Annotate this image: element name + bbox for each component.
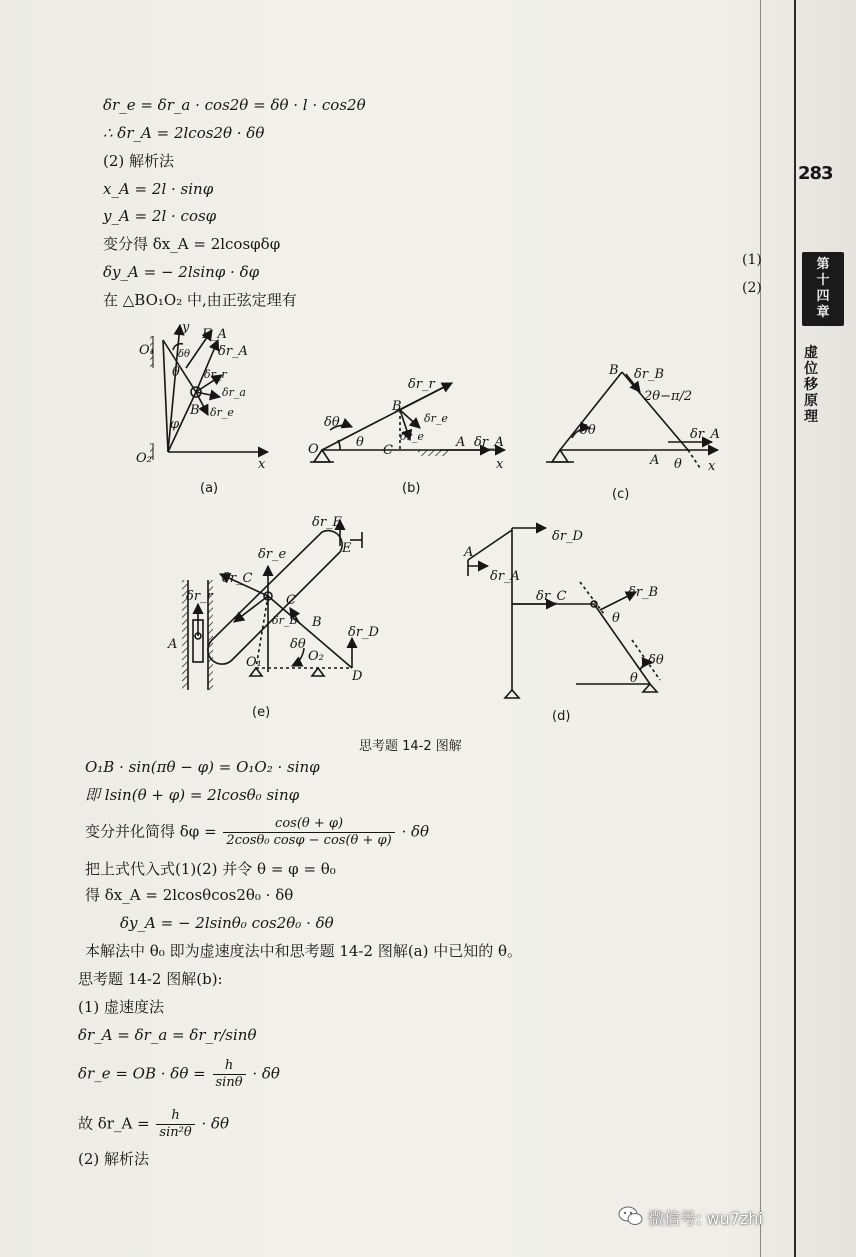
eq-line-sine-law: O₁B · sin(πθ − φ) = O₁O₂ · sinφ: [85, 758, 320, 776]
label-d-drD: δr_D: [552, 529, 583, 544]
eq-line-xA: x_A = 2l · sinφ: [103, 180, 214, 198]
page-number: 283: [798, 163, 833, 184]
label-c-B: B: [609, 363, 619, 378]
eq-line-dre: [78, 1058, 280, 1091]
eq-dre-fraction: [213, 1058, 246, 1091]
eq-therefore-suffix: · δθ: [201, 1114, 230, 1133]
eq-therefore-fraction: [156, 1108, 194, 1141]
label-b-C: C: [383, 443, 393, 458]
label-e-drr-left: δr_r: [186, 589, 213, 604]
label-e-drE: δr_E: [312, 515, 343, 530]
watermark-text: 微信号: wu7zhi: [648, 1209, 763, 1228]
eq-line-variation-y: δy_A = − 2lsinφ · δφ: [103, 263, 260, 281]
label-e-D: D: [352, 669, 363, 684]
eq-line-therefore: [78, 1108, 229, 1141]
eq-delta-phi-denominator: 2cosθ₀ cosφ − cos(θ + φ): [226, 833, 392, 848]
eq-delta-phi-numerator: cos(θ + φ): [223, 816, 394, 833]
label-c-A: A: [650, 453, 660, 468]
label-a-drA: δr_A: [218, 344, 248, 359]
label-c-theta: θ: [674, 457, 682, 472]
eq-therefore-numerator: h: [156, 1108, 194, 1125]
eq-delta-phi-prefix: 变分并化简得 δφ =: [85, 822, 217, 841]
label-d-dtheta: δθ: [648, 653, 664, 668]
label-b-drr: δr_r: [408, 377, 435, 392]
label-e-drC: δr_C: [222, 571, 253, 586]
chapter-tab: [802, 252, 844, 326]
label-b-dtheta: δθ: [324, 415, 340, 430]
label-a-y: y: [182, 320, 190, 335]
panel-label-d: (d): [552, 709, 571, 724]
label-a-O2: O₂: [136, 451, 152, 466]
side-chapter-title: 虚位移原理: [804, 345, 818, 425]
section-heading-virtual-velocity: (1) 虚速度法: [78, 998, 165, 1016]
label-b-x: x: [496, 457, 504, 472]
label-d-A: A: [464, 545, 474, 560]
eq-line-1: δr_e = δr_a · cos2θ = δθ · l · cos2θ: [103, 96, 366, 114]
label-a-theta: θ: [172, 365, 180, 380]
eq-dre-prefix: δr_e = OB · δθ =: [78, 1064, 206, 1083]
eq-therefore-denominator: sin²θ: [159, 1125, 192, 1140]
label-e-B: B: [312, 615, 322, 630]
equation-number-2: (2): [742, 280, 762, 296]
label-a-dra: δr_a: [222, 386, 246, 399]
chapter-tab-text: 第十四章: [816, 257, 830, 320]
label-e-dre: δr_e: [258, 547, 287, 562]
label-a-x: x: [258, 457, 266, 472]
eq-line-result-x: 得 δx_A = 2lcosθcos2θ₀ · δθ: [85, 886, 294, 904]
label-e-dtheta: δθ: [290, 637, 306, 652]
label-b-A: A: [456, 435, 466, 450]
label-b-dre-lower: δr_e: [400, 430, 424, 443]
text-note-theta0: 本解法中 θ₀ 即为虚速度法中和思考题 14-2 图解(a) 中已知的 θ。: [85, 942, 523, 960]
panel-a-diagram: [150, 325, 268, 460]
panel-label-b: (b): [402, 481, 421, 496]
eq-dre-suffix: · δθ: [252, 1064, 280, 1083]
label-e-C: C: [286, 593, 296, 608]
equation-number-1: (1): [742, 252, 762, 268]
eq-therefore-prefix: 故 δr_A =: [78, 1114, 150, 1133]
label-b-theta: θ: [356, 435, 364, 450]
label-e-drD: δr_D: [348, 625, 379, 640]
label-a-dtheta: δθ: [178, 349, 191, 360]
label-c-drA: δr_A: [690, 427, 720, 442]
label-a-FA: F_A: [202, 327, 227, 342]
eq-line-yA: y_A = 2l · cosφ: [103, 207, 217, 225]
wechat-icon: [618, 1205, 644, 1227]
text-sine-law: 在 △BO₁O₂ 中,由正弦定理有: [103, 291, 297, 309]
panel-label-e: (e): [252, 705, 271, 720]
label-c-drB: δr_B: [634, 367, 665, 382]
panel-label-a: (a): [200, 481, 219, 496]
label-a-phi: φ: [170, 417, 180, 432]
panel-label-c: (c): [612, 487, 630, 502]
label-e-O2: O₂: [308, 649, 324, 664]
eq-delta-phi-fraction: [223, 816, 394, 849]
label-d-theta-upper: θ: [612, 611, 620, 626]
eq-line-delta-phi: [85, 816, 429, 849]
label-a-B: B: [190, 403, 200, 418]
label-d-theta-lower: θ: [630, 671, 638, 686]
eq-line-2: ∴ δr_A = 2lcos2θ · δθ: [103, 124, 265, 142]
label-a-drr: δr_r: [204, 368, 227, 381]
label-b-drA: δr_A: [474, 435, 504, 450]
label-c-dtheta: δθ: [580, 423, 596, 438]
eq-delta-phi-suffix: · δθ: [401, 822, 430, 841]
text-substitute: 把上式代入式(1)(2) 并令 θ = φ = θ₀: [85, 860, 336, 878]
label-e-E: E: [342, 541, 352, 556]
label-b-dre-upper: δr_e: [424, 412, 448, 425]
label-e-O1: O₁: [246, 655, 262, 670]
eq-line-drA: δr_A = δr_a = δr_r/sinθ: [78, 1026, 257, 1044]
label-d-drA: δr_A: [490, 569, 520, 584]
eq-line-variation-x: 变分得 δx_A = 2lcosφδφ: [103, 235, 281, 253]
label-b-B: B: [392, 399, 402, 414]
label-e-A: A: [168, 637, 178, 652]
figure-caption: 思考题 14-2 图解: [359, 739, 462, 754]
eq-line-ji: 即 lsin(θ + φ) = 2lcosθ₀ sinφ: [85, 786, 300, 804]
eq-line-result-y: δy_A = − 2lsinθ₀ cos2θ₀ · δθ: [120, 914, 334, 932]
panel-c-diagram: [546, 372, 718, 468]
panel-e-diagram: [182, 520, 362, 690]
eq-dre-denominator: sinθ: [215, 1075, 243, 1090]
section-heading-analytic-2: (2) 解析法: [78, 1150, 150, 1168]
label-c-x: x: [708, 459, 716, 474]
section-heading-figure-b: 思考题 14-2 图解(b):: [78, 970, 223, 988]
label-c-angle: 2θ−π/2: [644, 389, 693, 404]
label-a-dre: δr_e: [210, 406, 234, 419]
label-a-O1: O₁: [139, 343, 155, 358]
label-e-drB: δr_B: [272, 614, 298, 627]
label-d-drC: δr_C: [536, 589, 567, 604]
label-d-drB: δr_B: [628, 585, 659, 600]
eq-dre-numerator: h: [213, 1058, 246, 1075]
section-heading-analytic: (2) 解析法: [103, 152, 175, 170]
label-b-O: O: [308, 442, 319, 457]
